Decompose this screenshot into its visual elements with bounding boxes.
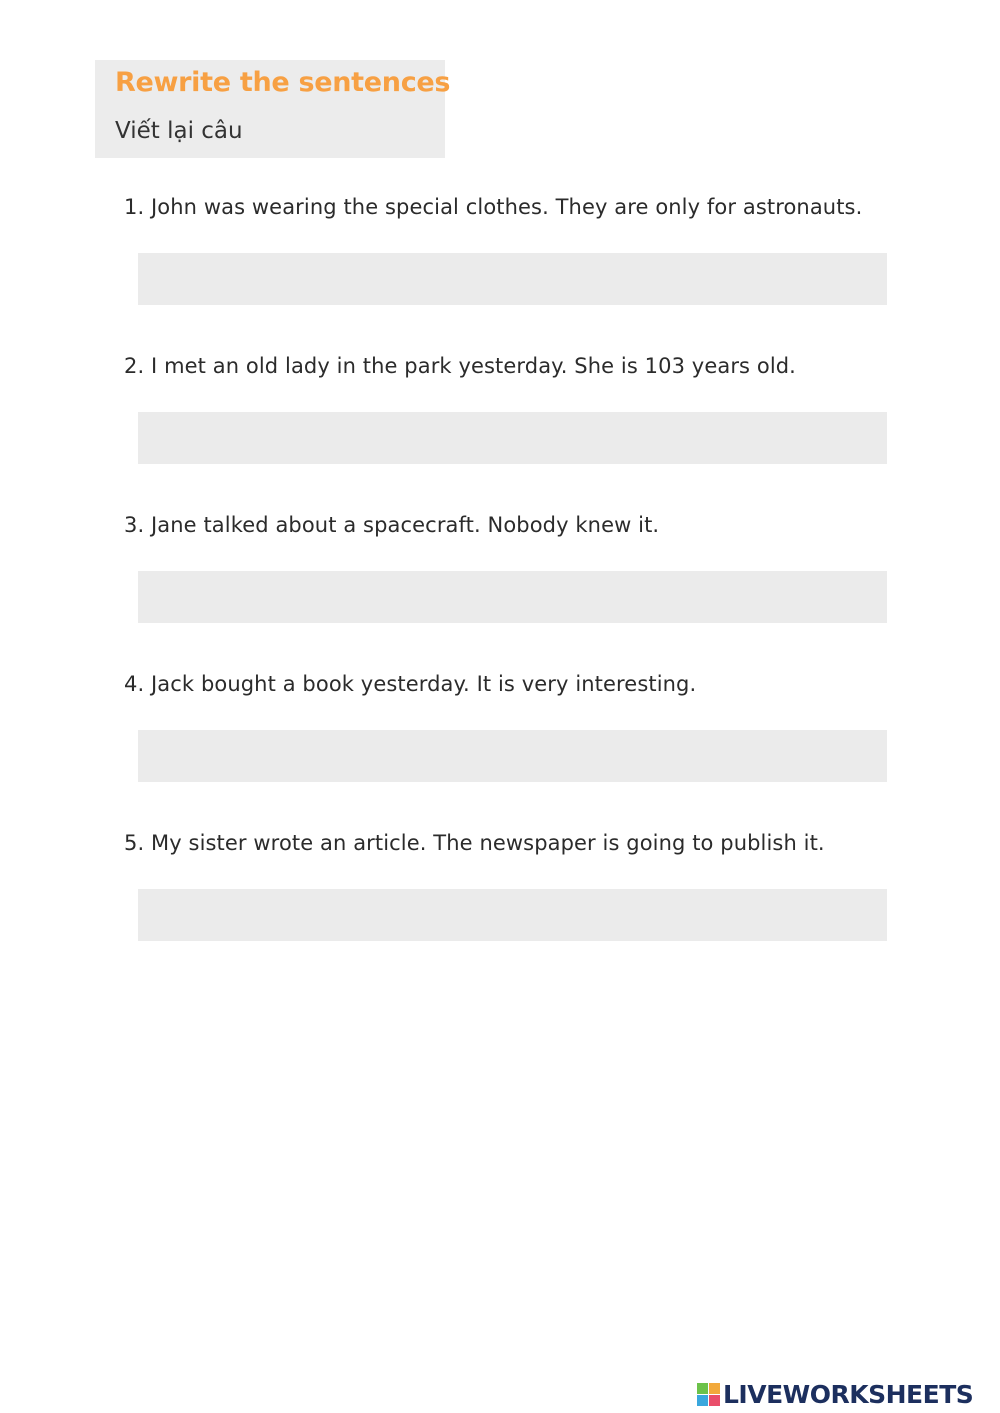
answer-field-5[interactable] — [138, 889, 887, 941]
answer-field-2[interactable] — [138, 412, 887, 464]
question-4: 4. Jack bought a book yesterday. It is very interesting. — [124, 672, 697, 696]
logo-square-pink — [709, 1395, 720, 1406]
question-2: 2. I met an old lady in the park yesterday. She is 103 years old. — [124, 354, 796, 378]
liveworksheets-logo-icon — [697, 1383, 720, 1406]
answer-field-1[interactable] — [138, 253, 887, 305]
logo-square-green — [697, 1383, 708, 1394]
question-5: 5. My sister wrote an article. The newspaper is going to publish it. — [124, 831, 825, 855]
liveworksheets-logo — [697, 1380, 973, 1408]
answer-field-3[interactable] — [138, 571, 887, 623]
logo-square-blue — [697, 1395, 708, 1406]
page-title: Rewrite the sentences — [115, 67, 451, 98]
page-subtitle: Viết lại câu — [115, 118, 243, 144]
question-1: 1. John was wearing the special clothes. They are only for astronauts. — [124, 195, 863, 219]
logo-square-orange — [709, 1383, 720, 1394]
answer-field-4[interactable] — [138, 730, 887, 782]
question-3: 3. Jane talked about a spacecraft. Nobody knew it. — [124, 513, 660, 537]
instructions-header — [95, 60, 451, 158]
logo-text: LIVEWORKSHEETS — [723, 1379, 974, 1409]
